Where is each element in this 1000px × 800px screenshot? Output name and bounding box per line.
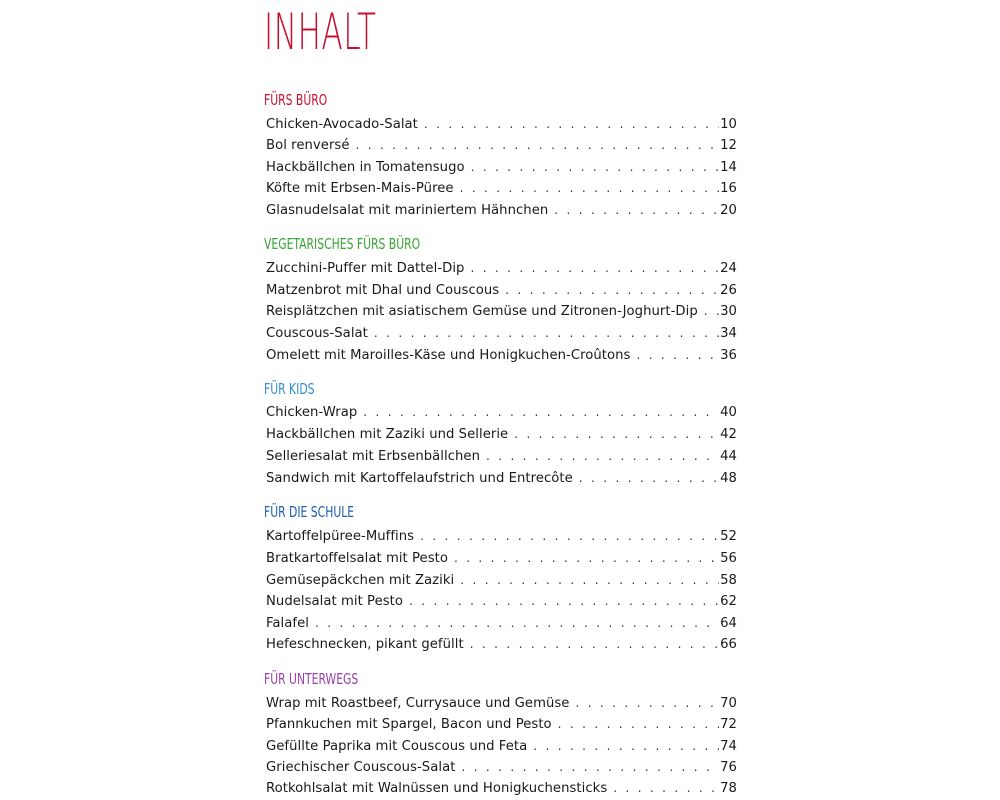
dot-leader [471, 157, 719, 177]
dot-leader [409, 591, 719, 611]
toc-entry-page: 70 [720, 696, 737, 711]
toc-entry-page: 58 [720, 573, 737, 588]
toc-entry-page: 26 [720, 283, 737, 298]
toc-entry-label: Couscous-Salat [266, 326, 368, 341]
dot-leader [374, 323, 719, 343]
toc-entry-page: 74 [720, 739, 737, 754]
toc-entry[interactable] [266, 591, 737, 611]
toc-entry-page: 40 [720, 405, 737, 420]
toc-entry[interactable] [266, 402, 737, 422]
toc-entry-page: 72 [720, 717, 737, 732]
toc-entry-page: 48 [720, 471, 737, 486]
toc-entry[interactable] [266, 114, 737, 134]
dot-leader [613, 778, 719, 798]
section-heading-fuer-unterwegs: FÜR UNTERWEGS [264, 670, 359, 688]
dot-leader [704, 301, 719, 321]
toc-entry[interactable] [266, 736, 737, 756]
dot-leader [486, 446, 719, 466]
toc-entry[interactable] [266, 323, 737, 343]
section-heading-fuer-kids: FÜR KIDS [264, 380, 315, 398]
toc-entry-label: Gemüsepäckchen mit Zaziki [266, 573, 455, 588]
toc-entry-label: Matzenbrot mit Dhal und Couscous [266, 283, 500, 298]
dot-leader [575, 693, 719, 713]
toc-entry[interactable] [266, 570, 737, 590]
toc-entry[interactable] [266, 157, 737, 177]
dot-leader [514, 424, 719, 444]
dot-leader [363, 402, 719, 422]
toc-entry[interactable] [266, 258, 737, 278]
toc-entry-label: Bol renversé [266, 138, 350, 153]
toc-entry-label: Zucchini-Puffer mit Dattel-Dip [266, 261, 465, 276]
section-heading-fuers-buero: FÜRS BÜRO [264, 91, 328, 109]
toc-entry-page: 12 [720, 138, 737, 153]
toc-entry-label: Sandwich mit Kartoffelaufstrich und Entrecôte [266, 471, 573, 486]
dot-leader [636, 345, 719, 365]
dot-leader [454, 548, 719, 568]
toc-entry-page: 16 [720, 181, 737, 196]
toc-entry-label: Bratkartoffelsalat mit Pesto [266, 551, 448, 566]
toc-entry[interactable] [266, 424, 737, 444]
dot-leader [579, 468, 719, 488]
toc-entry-page: 14 [720, 160, 737, 175]
toc-entry-label: Falafel [266, 616, 309, 631]
toc-entry[interactable] [266, 613, 737, 633]
section-heading-vegetarisches-fuers-buero: VEGETARISCHES FÜRS BÜRO [264, 235, 421, 253]
toc-entry-page: 52 [720, 529, 737, 544]
toc-entry-label: Hackbällchen mit Zaziki und Sellerie [266, 427, 509, 442]
toc-entry-label: Pfannkuchen mit Spargel, Bacon und Pesto [266, 717, 552, 732]
dot-leader [461, 757, 719, 777]
toc-entry[interactable] [266, 446, 737, 466]
toc-entry-page: 30 [720, 304, 737, 319]
dot-leader [470, 634, 719, 654]
toc-entry-label: Kartoffelpüree-Muffins [266, 529, 415, 544]
toc-entry-page: 62 [720, 594, 737, 609]
dot-leader [420, 526, 719, 546]
toc-entry[interactable] [266, 693, 737, 713]
toc-entry-page: 44 [720, 449, 737, 464]
toc-entry-label: Rotkohlsalat mit Walnüssen und Honigkuchensticks [266, 781, 608, 796]
dot-leader [356, 135, 720, 155]
dot-leader [424, 114, 719, 134]
toc-entry-label: Gefüllte Paprika mit Couscous und Feta [266, 739, 528, 754]
toc-entry[interactable] [266, 778, 737, 798]
toc-entry[interactable] [266, 178, 737, 198]
toc-entry-label: Chicken-Avocado-Salat [266, 117, 418, 132]
dot-leader [558, 714, 719, 734]
toc-entry-page: 56 [720, 551, 737, 566]
toc-entry-label: Hackbällchen in Tomatensugo [266, 160, 465, 175]
toc-entry-page: 36 [720, 348, 737, 363]
toc-entry-page: 64 [720, 616, 737, 631]
toc-entry[interactable] [266, 634, 737, 654]
toc-entry-label: Glasnudelsalat mit mariniertem Hähnchen [266, 203, 549, 218]
toc-entry-page: 76 [720, 760, 737, 775]
section-heading-fuer-die-schule: FÜR DIE SCHULE [264, 503, 355, 521]
toc-entry[interactable] [266, 280, 737, 300]
dot-leader [505, 280, 719, 300]
toc-entry[interactable] [266, 135, 737, 155]
toc-entry-label: Griechischer Couscous-Salat [266, 760, 456, 775]
dot-leader [470, 258, 719, 278]
dot-leader [315, 613, 719, 633]
dot-leader [533, 736, 719, 756]
toc-entry[interactable] [266, 200, 737, 220]
toc-entry[interactable] [266, 714, 737, 734]
toc-entry-page: 78 [720, 781, 737, 796]
toc-entry-page: 24 [720, 261, 737, 276]
toc-entry-label: Nudelsalat mit Pesto [266, 594, 404, 609]
toc-entry-label: Hefeschnecken, pikant gefüllt [266, 637, 464, 652]
dot-leader [554, 200, 719, 220]
toc-entry-label: Omelett mit Maroilles-Käse und Honigkuchen-Croûtons [266, 348, 631, 363]
toc-entry-page: 20 [720, 203, 737, 218]
toc-entry[interactable] [266, 301, 737, 321]
dot-leader [460, 178, 720, 198]
toc-entry-label: Chicken-Wrap [266, 405, 358, 420]
toc-entry-page: 42 [720, 427, 737, 442]
toc-entry-page: 34 [720, 326, 737, 341]
toc-entry-label: Selleriesalat mit Erbsenbällchen [266, 449, 480, 464]
toc-entry[interactable] [266, 526, 737, 546]
toc-entry-page: 66 [720, 637, 737, 652]
toc-entry-label: Köfte mit Erbsen-Mais-Püree [266, 181, 454, 196]
dot-leader [460, 570, 719, 590]
toc-entry[interactable] [266, 345, 737, 365]
page-title: INHALT [264, 3, 377, 61]
toc-entry-label: Reisplätzchen mit asiatischem Gemüse und Zitronen-Joghurt-Dip [266, 304, 698, 319]
toc-entry[interactable] [266, 548, 737, 568]
toc-entry[interactable] [266, 468, 737, 488]
toc-entry[interactable] [266, 757, 737, 777]
toc-entry-label: Wrap mit Roastbeef, Currysauce und Gemüse [266, 696, 570, 711]
toc-entry-page: 10 [720, 117, 737, 132]
